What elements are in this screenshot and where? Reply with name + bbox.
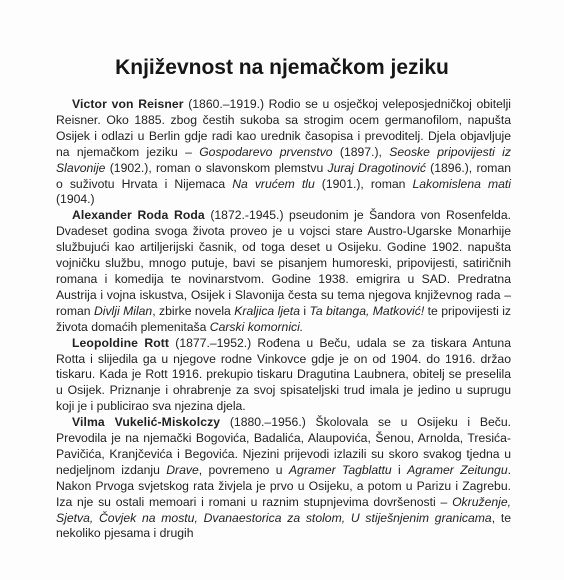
paragraph-text: (1896.), roman o suživotu Hrvata i Nijemaca	[56, 160, 511, 191]
work-title: Agramer Zeitungu	[407, 462, 508, 477]
author-name: Vilma Vukelić-Miskolczy	[72, 415, 221, 430]
author-name: Victor von Reisner	[72, 97, 184, 111]
paragraph	[56, 97, 511, 208]
work-title: Juraj Dragotinović	[327, 160, 426, 175]
paragraph-text: . Nakon Prvoga svjetskog rata živjela je prvo u Osijeku, a potom u Parizu i Zagrebu. Iza nje su ostali memoari i romani u raznim stupnjevima dovršenosti –	[56, 462, 511, 509]
paragraph-text: i	[391, 462, 408, 477]
paragraph-text: (1860.–1919.) Rodio se u osječkoj veleposjedničkoj obitelji Reisner. Oko 1885. zbog čestih sukoba sa strogim ocem germanofilom, napušta Osijek i odlazi u Berlin gdje radi kao urednik časopisa i prevoditelj. Djela objavljuje na njemačkom jeziku –	[56, 97, 511, 159]
paragraph-text: te pripovijesti iz života domaćih plemenitaša	[56, 303, 511, 334]
work-title: Na vrućem tlu	[232, 176, 315, 191]
work-title: Agramer Tagblattu	[288, 462, 392, 477]
paragraph-text: (1897.),	[332, 144, 390, 159]
paragraph	[56, 336, 511, 416]
author-name: Leopoldine Rott	[72, 335, 170, 350]
paragraph-text: , povremeno u	[198, 462, 289, 477]
paragraph-text: (1877.–1952.) Rođena u Beču, udala se za tiskara Antuna Rotta i slijedila ga u njegove rodne Vinkovce gdje je on od 1904. do 1916. držao tiskaru. Kada je Rott 1916. prekupio tiskaru Dragutina Laubnera, obitelj se preselila u Osijek. Priznanje i ohrabrenje za svoj spisateljski trud imala je jedino u suprugu koji je i publicirao sva njezina djela.	[56, 335, 511, 414]
work-title: Okruženje, Sjetva, Čovjek na mostu, Dvanaestorica za stolom, U stiješnjenim granicama	[56, 494, 511, 525]
work-title: Divlji Milan	[93, 303, 153, 318]
work-title: Gospodarevo prvenstvo	[199, 144, 333, 159]
paragraph-text: (1880.–1956.) Školovala se u Osijeku i Beču. Prevodila je na njemački Bogovića, Badalića, Alaupovića, Šenou, Arnolda, Tresića-Pavičića, Kranjčevića i Begovića. Njezini prijevodi izlazili su skoro svakog tjedna u nedjeljnom izdanju	[56, 415, 512, 477]
paragraph-text: (1904.)	[56, 192, 95, 207]
page-title: Književnost na njemačkom jeziku	[115, 56, 449, 79]
paragraph-text: (1902.), roman o slavonskom plemstvu	[105, 160, 328, 175]
article-body	[56, 97, 511, 542]
work-title: Seoske pripovijesti iz Slavonije	[56, 144, 511, 175]
author-name: Alexander Roda Roda	[72, 208, 205, 223]
work-title: Lakomislena mati	[412, 176, 511, 191]
paragraph-text: , zbirke novela	[152, 303, 235, 318]
work-title: Kraljica ljeta	[234, 303, 300, 318]
paragraph	[56, 415, 511, 542]
paragraph-text: (1872.-1945.) pseudonim je Šandora von Rosenfelda. Dvadeset godina svoga života proveo je u vojsci stare Austro-Ugarske Monarhije službujući kao artiljerijski časnik, od toga deset u Osijeku. Godine 1902. napušta vojničku službu, mnogo putuje, bavi se pisanjem humoreski, pripovijesti, satiričnih romana i komedija te novinarstvom. Godine 1938. emigrira u SAD. Predratna Austrija i vojna iskustva, Osijek i Slavonija česta su tema njegova književnog rada – roman	[56, 208, 511, 318]
work-title: Ta bitanga, Matković!	[309, 303, 425, 318]
paragraph-text: , te nekoliko pjesama i drugih	[56, 510, 511, 541]
work-title: Drave	[166, 462, 199, 477]
work-title: Carski komornici.	[209, 319, 304, 334]
paragraph-text: i	[299, 303, 310, 318]
paragraph-text: (1901.), roman	[314, 176, 413, 191]
paragraph	[56, 208, 511, 335]
